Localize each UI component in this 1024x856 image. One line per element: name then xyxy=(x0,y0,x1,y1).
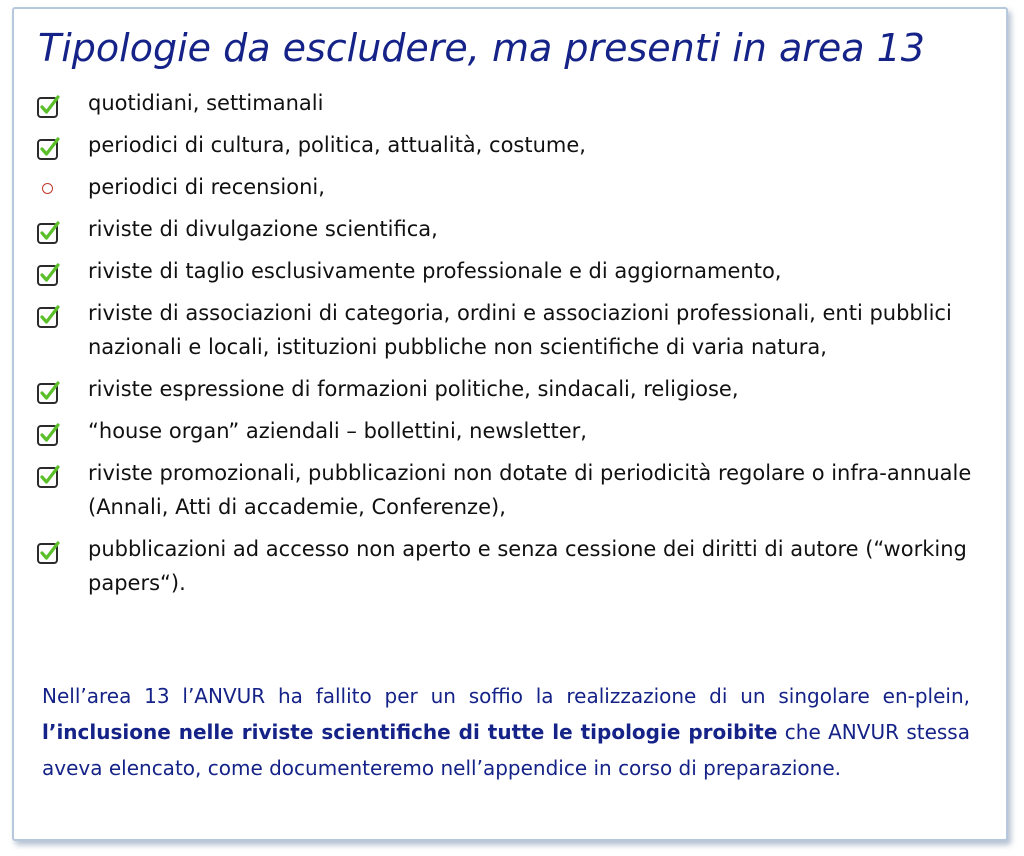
checkbox-checked-icon xyxy=(36,304,62,330)
list-item xyxy=(36,414,976,448)
summary-paragraph xyxy=(42,678,970,786)
list-item xyxy=(36,128,976,162)
list-item-text: riviste promozionali, pubblicazioni non dotate di periodicità regolare o infra-annuale (Annali, Atti di accademie, Conferenze), xyxy=(88,461,972,519)
checkbox-checked-icon xyxy=(36,136,62,162)
list-item xyxy=(36,532,976,600)
summary-highlight: l’inclusione nelle riviste scientifiche di tutte le tipologie proibite xyxy=(42,720,778,744)
list-item-text: riviste di divulgazione scientifica, xyxy=(88,217,438,241)
summary-text-end: che ANVUR stessa aveva elencato, come documenteremo nell’appendice in corso di preparazione. xyxy=(42,720,970,780)
list-item xyxy=(36,86,976,120)
list-item-text: quotidiani, settimanali xyxy=(88,91,324,115)
list-item-text: “house organ” aziendali – bollettini, newsletter, xyxy=(88,419,587,443)
list-item-text: riviste espressione di formazioni politiche, sindacali, religiose, xyxy=(88,377,739,401)
checkbox-checked-icon xyxy=(36,380,62,406)
checkbox-checked-icon xyxy=(36,422,62,448)
slide-title: Tipologie da escludere, ma presenti in area 13 xyxy=(38,26,925,70)
list-item-text: riviste di associazioni di categoria, ordini e associazioni professionali, enti pubblici nazionali e locali, istituzioni pubbliche non scientifiche di varia natura, xyxy=(88,301,952,359)
list-item xyxy=(36,170,976,204)
checkbox-checked-icon xyxy=(36,94,62,120)
list-item xyxy=(36,212,976,246)
checkbox-checked-icon xyxy=(36,220,62,246)
checkbox-checked-icon xyxy=(36,464,62,490)
list-item-text: periodici di cultura, politica, attualità, costume, xyxy=(88,133,586,157)
list-item xyxy=(36,296,976,364)
list-item-text: riviste di taglio esclusivamente professionale e di aggiornamento, xyxy=(88,259,782,283)
list-item xyxy=(36,456,976,524)
circle-bullet-icon xyxy=(42,183,53,194)
list-item-text: periodici di recensioni, xyxy=(88,175,325,199)
summary-text-start: Nell’area 13 l’ANVUR ha fallito per un soffio la realizzazione di un singolare en-plein, xyxy=(42,684,970,708)
list-item xyxy=(36,254,976,288)
list-item-text: pubblicazioni ad accesso non aperto e senza cessione dei diritti di autore (“working papers“). xyxy=(88,537,967,595)
checkbox-checked-icon xyxy=(36,262,62,288)
list-item xyxy=(36,372,976,406)
checkbox-checked-icon xyxy=(36,540,62,566)
typology-list xyxy=(36,86,976,608)
